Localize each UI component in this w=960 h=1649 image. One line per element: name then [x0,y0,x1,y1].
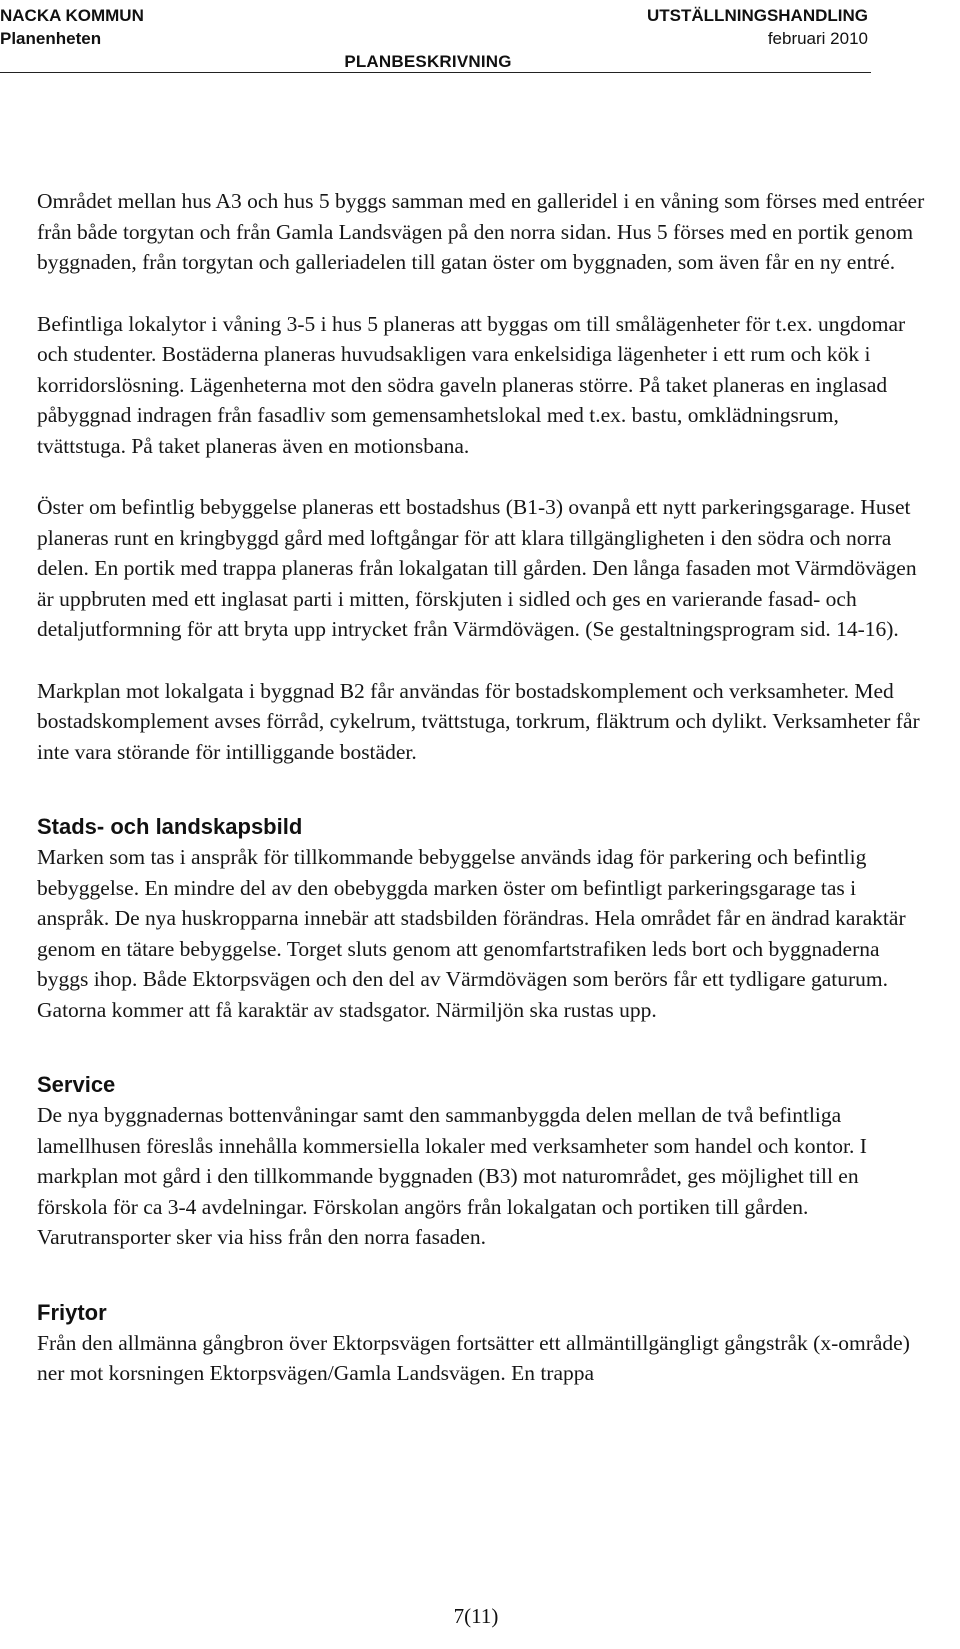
document-body [37,186,927,1420]
paragraph-lokalytor: Befintliga lokalytor i våning 3-5 i hus 5 planeras att byggas om till smålägenheter för t.ex. ungdomar och studenter. Bostäderna planeras huvudsakligen vara enkelsidiga lägenheter i ett rum och kök i korridorslösning. Lägenheterna mot den södra gaveln planeras större. På taket planeras en inglasad påbyggnad indragen från fasadliv som gemensamhetslokal med t.ex. bastu, omklädningsrum, tvättstuga. På taket planeras även en motionsbana. [37,311,906,458]
section-heading-service: Service [37,1072,116,1097]
header-date: februari 2010 [767,29,868,48]
header-document-type [0,52,960,72]
page-footer [0,1604,960,1629]
section-text-service: De nya byggnadernas bottenvåningar samt den sammanbyggda delen mellan de två befintliga lamellhusen föreslås innehålla kommersiella lokaler med verksamheter som handel och kontor. I markplan mot gård i den tillkommande byggnaden (B3) mot naturområdet, ges möjlighet till en förskola för ca 3-4 avdelningar. Förskolan angörs från lokalgatan och portiken till gården. Varutransporter sker via hiss från den norra fasaden. [37,1103,867,1249]
section-heading-friytor: Friytor [37,1299,107,1325]
paragraph-galleri: Området mellan hus A3 och hus 5 byggs samman med en galleridel i en våning som förses med entréer från både torgytan och från Gamla Landsvägen på den norra sidan. Hus 5 förses med en portik genom byggnaden, från torgytan och galleriadelen till gatan öster om byggnaden, som även får en ny entré. [37,189,925,274]
header-rule [0,72,871,73]
header-document-type-text: PLANBESKRIVNING [344,52,512,71]
section-heading-stadsbild: Stads- och landskapsbild [37,814,303,839]
page-number: 7(11) [453,1604,499,1628]
section-text-friytor: Från den allmänna gångbron över Ektorpsvägen fortsätter ett allmäntillgängligt gångstråk (x-område) ner mot korsningen Ektorpsvägen/Gamla Landsvägen. En trappa [37,1330,910,1385]
section-text-stadsbild: Marken som tas i anspråk för tillkommande bebyggelse används idag för parkering och befintlig bebyggelse. En mindre del av den obebyggda marken öster om befintligt parkeringsgarage tas i anspråk. De nya huskropparna innebär att stadsbilden förändras. Hela området får en ändrad karaktär genom en tätare bebyggelse. Torget sluts genom att genomfartstrafiken leds bort och byggnaderna byggs ihop. Både Ektorpsvägen och den del av Värmdövägen som berörs får ett tydligare gaturum. Gatorna kommer att få karaktär av stadsgator. Närmiljön ska rustas upp. [37,845,906,1022]
header-organization: NACKA KOMMUN [0,6,144,25]
header-status: UTSTÄLLNINGSHANDLING [647,6,868,25]
paragraph-bostadshus: Öster om befintlig bebyggelse planeras ett bostadshus (B1-3) ovanpå ett nytt parkeringsgarage. Huset planeras runt en kringbyggd gård med loftgångar för att klara tillgängligheten i den södra och norra delen. En portik med trappa planeras från lokalgatan till gården. Den långa fasaden mot Värmdövägen är uppbruten med ett inglasat parti i mitten, förskjuten i sidled och ges en varierande fasad- och detaljutformning för att bryta upp intrycket från Värmdövägen. (Se gestaltningsprogram sid. 14-16). [37,495,917,641]
page-header [0,0,960,80]
paragraph-markplan: Markplan mot lokalgata i byggnad B2 får användas för bostadskomplement och verksamheter. Med bostadskomplement avses förråd, cykelrum, tvättstuga, torkrum, fläktrum och dylikt. Verksamheter får inte vara störande för intilliggande bostäder. [37,678,920,764]
header-unit: Planenheten [0,29,102,48]
